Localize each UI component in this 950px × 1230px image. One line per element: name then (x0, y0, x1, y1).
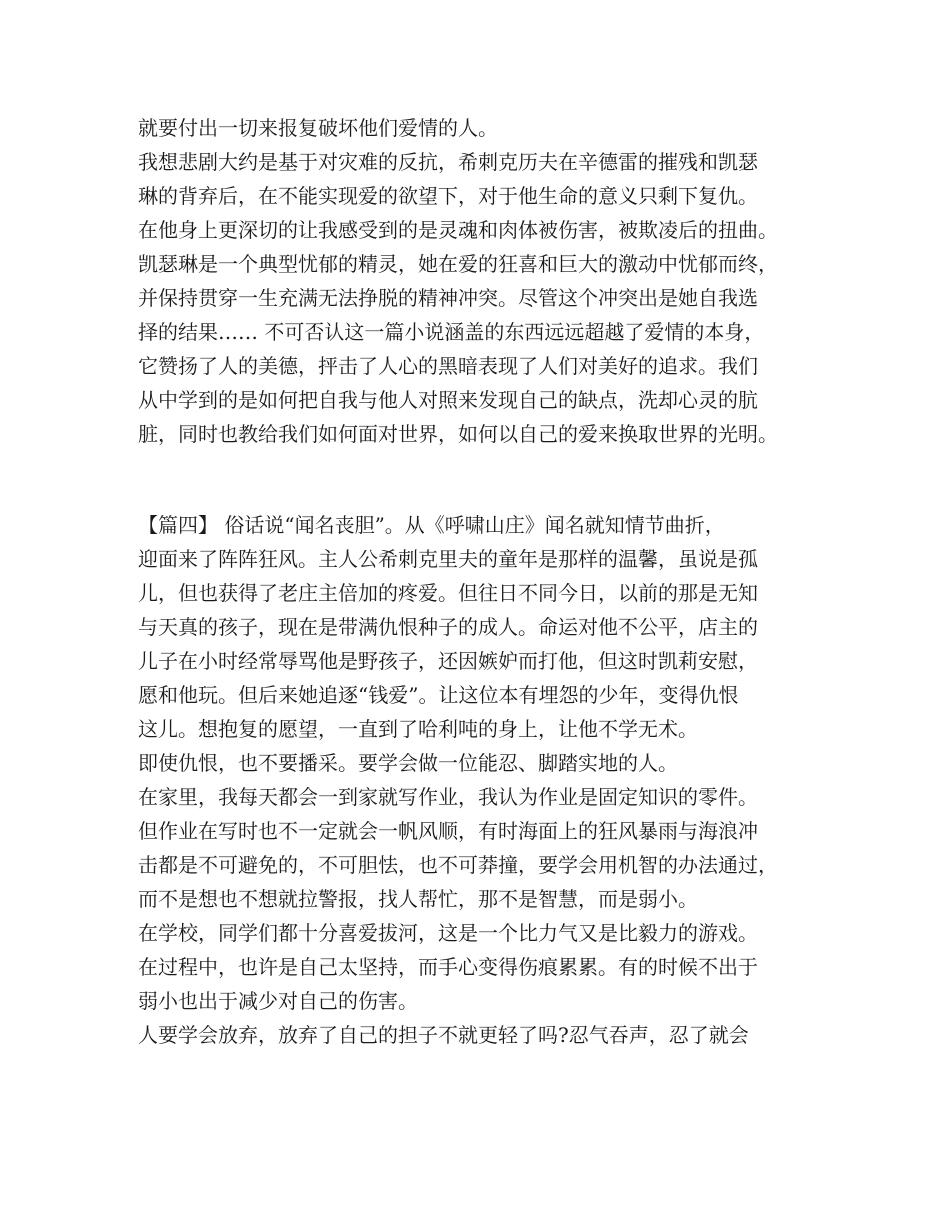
text-line: 但作业在写时也不一定就会一帆风顺，有时海面上的狂风暴雨与海浪冲 (138, 819, 758, 843)
text-line: 儿，但也获得了老庄主倍加的疼爱。但往日不同今日，以前的那是无知 (138, 581, 758, 605)
text-line: 弱小也出于减少对自己的伤害。 (138, 989, 418, 1013)
text-line: 从中学到的是如何把自我与他人对照来发现自己的缺点，洗却心灵的肮 (138, 388, 758, 412)
text-line: 这儿。想抱复的愿望，一直到了哈利吨的身上，让他不学无术。 (138, 717, 698, 741)
paragraph-block-1 (138, 111, 838, 451)
text-line: 即使仇恨，也不要播采。要学会做一位能忍、脚踏实地的人。 (138, 751, 678, 775)
text-line: 在学校，同学们都十分喜爱拔河，这是一个比力气又是比毅力的游戏。 (138, 921, 758, 945)
text-line: 在他身上更深切的让我感受到的是灵魂和肉体被伤害，被欺凌后的扭曲。 (138, 218, 778, 242)
text-line: 就要付出一切来报复破坏他们爱情的人。 (138, 116, 498, 140)
text-line: 琳的背弃后，在不能实现爱的欲望下，对于他生命的意义只剩下复仇。 (138, 184, 758, 208)
text-line: 愿和他玩。但后来她追逐“钱爱”。让这位本有埋怨的少年，变得仇恨 (138, 683, 739, 707)
text-line: 并保持贯穿一生充满无法挣脱的精神冲突。尽管这个冲突出是她自我选 (138, 286, 758, 310)
text-line: 与天真的孩子，现在是带满仇恨种子的成人。命运对他不公平，店主的 (138, 615, 758, 639)
section-heading-line: 【篇四】 俗话说“闻名丧胆”。从《呼啸山庄》闻名就知情节曲折， (138, 513, 725, 537)
text-line: 它赞扬了人的美德，抨击了人心的黑暗表现了人们对美好的追求。我们 (138, 354, 758, 378)
text-line: 在家里，我每天都会一到家就写作业，我认为作业是固定知识的零件。 (138, 785, 758, 809)
text-line: 在过程中，也许是自己太坚持，而手心变得伤痕累累。有的时候不出于 (138, 955, 758, 979)
text-line: 儿子在小时经常辱骂他是野孩子，还因嫉妒而打他，但这时凯莉安慰， (138, 649, 758, 673)
text-line: 迎面来了阵阵狂风。主人公希刺克里夫的童年是那样的温馨，虽说是孤 (138, 547, 758, 571)
text-line: 凯瑟琳是一个典型忧郁的精灵，她在爱的狂喜和巨大的激动中忧郁而终， (138, 252, 778, 276)
text-line: 而不是想也不想就拉警报，找人帮忙，那不是智慧，而是弱小。 (138, 887, 698, 911)
text-line: 我想悲剧大约是基于对灾难的反抗，希刺克历夫在辛德雷的摧残和凯瑟 (138, 150, 758, 174)
text-line: 脏，同时也教给我们如何面对世界，如何以自己的爱来换取世界的光明。 (138, 422, 778, 446)
text-line: 人要学会放弃，放弃了自己的担子不就更轻了吗?忍气吞声，忍了就会 (138, 1023, 749, 1047)
paragraph-block-2 (138, 508, 838, 1052)
text-line: 择的结果…… 不可否认这一篇小说涵盖的东西远远超越了爱情的本身， (138, 320, 765, 344)
text-line: 击都是不可避免的，不可胆怯，也不可莽撞，要学会用机智的办法通过， (138, 853, 778, 877)
